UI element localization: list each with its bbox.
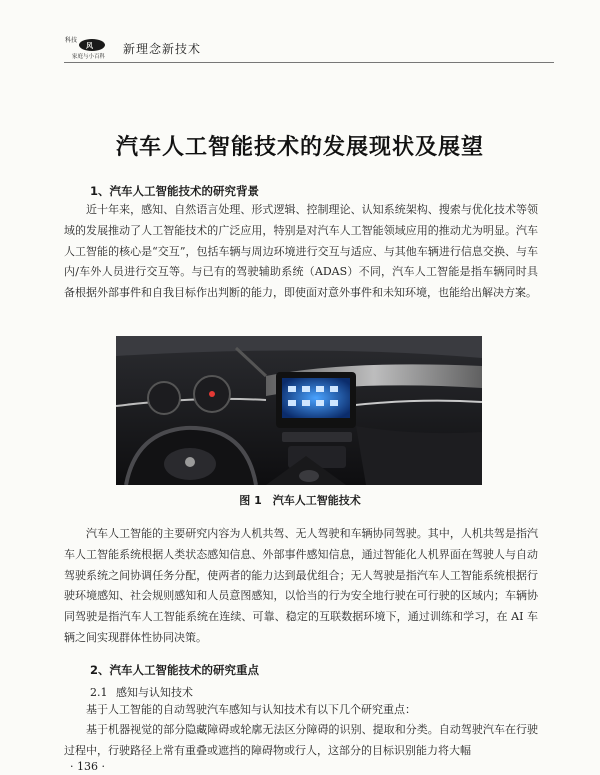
page-number: · 136 ·: [70, 760, 105, 773]
article-title: 汽车人工智能技术的发展现状及展望: [115, 135, 484, 160]
section1-paragraph-text: 近十年来，感知、自然语言处理、形式逻辑、控制理论、认知系统架构、搜索与优化技术等领域的发展推动了人工智能技术的广泛应用，特别是对汽车人工智能领域应用的推动尤为明显。汽车人工智能的核心是“交互”，包括车辆与周边环境进行交互与适应、与其他车辆进行信息交换、与车内/车外人员进行交互等。与已有的驾驶辅助系统（ADAS）不同，汽车人工智能是指车辆同时具备根据外部事件和自我目标作出判断的能力，即使面对意外事件和未知环境，也能给出解决方案。: [64, 203, 538, 300]
logo-text-line1: 科技: [65, 37, 78, 44]
figure-caption: 图 1 汽车人工智能技术: [239, 494, 361, 507]
figure-car-dashboard: [116, 336, 482, 485]
section1-heading: 1、汽车人工智能技术的研究背景: [90, 184, 259, 198]
section1-paragraph-2: [64, 524, 538, 649]
header-divider: [64, 62, 554, 63]
subsection-number: 2.1: [90, 686, 108, 699]
section2-paragraph-2-text: 基于机器视觉的部分隐藏障碍或轮廓无法区分障碍的识别、提取和分类。自动驾驶汽车在行驶过程中，行驶路径上常有重叠或遮挡的障碍物或行人，这部分的目标识别能力将大幅: [64, 723, 538, 757]
subsection-title: 感知与认知技术: [116, 686, 193, 699]
subsection-heading: [90, 684, 193, 700]
logo-text-line2: 风: [86, 42, 93, 50]
section1-paragraph-2-text: 汽车人工智能的主要研究内容为人机共驾、无人驾驶和车辆协同驾驶。其中，人机共驾是指汽车人工智能系统根据人类状态感知信息、外部事件感知信息，通过智能化人机界面在驾驶人与自动驾驶系统之间协调任务分配，使两者的能力达到最优组合；无人驾驶是指汽车人工智能系统根据行驶环境感知、社会规则感知和人员意图感知，以恰当的行为安全地行驶在可行驶的区域内；车辆协同驾驶是指汽车人工智能系统在连续、可靠、稳定的互联数据环境下，通过训练和学习，在 AI 车辆之间实现群体性协同决策。: [64, 527, 538, 644]
section2-paragraph-2: [64, 720, 538, 762]
column-name: 新理念新技术: [123, 42, 202, 56]
logo-text-line3: 家庭与小百科: [72, 54, 106, 60]
journal-logo: [64, 32, 114, 62]
section1-paragraph: [64, 200, 538, 304]
car-interior-photo: [116, 336, 482, 485]
page-header: [0, 0, 600, 70]
section2-paragraph-1-text: 基于人工智能的自动驾驶汽车感知与认知技术有以下几个研究重点：: [86, 703, 416, 716]
section2-heading: 2、汽车人工智能技术的研究重点: [90, 663, 259, 677]
section2-paragraph-1: [64, 700, 538, 721]
